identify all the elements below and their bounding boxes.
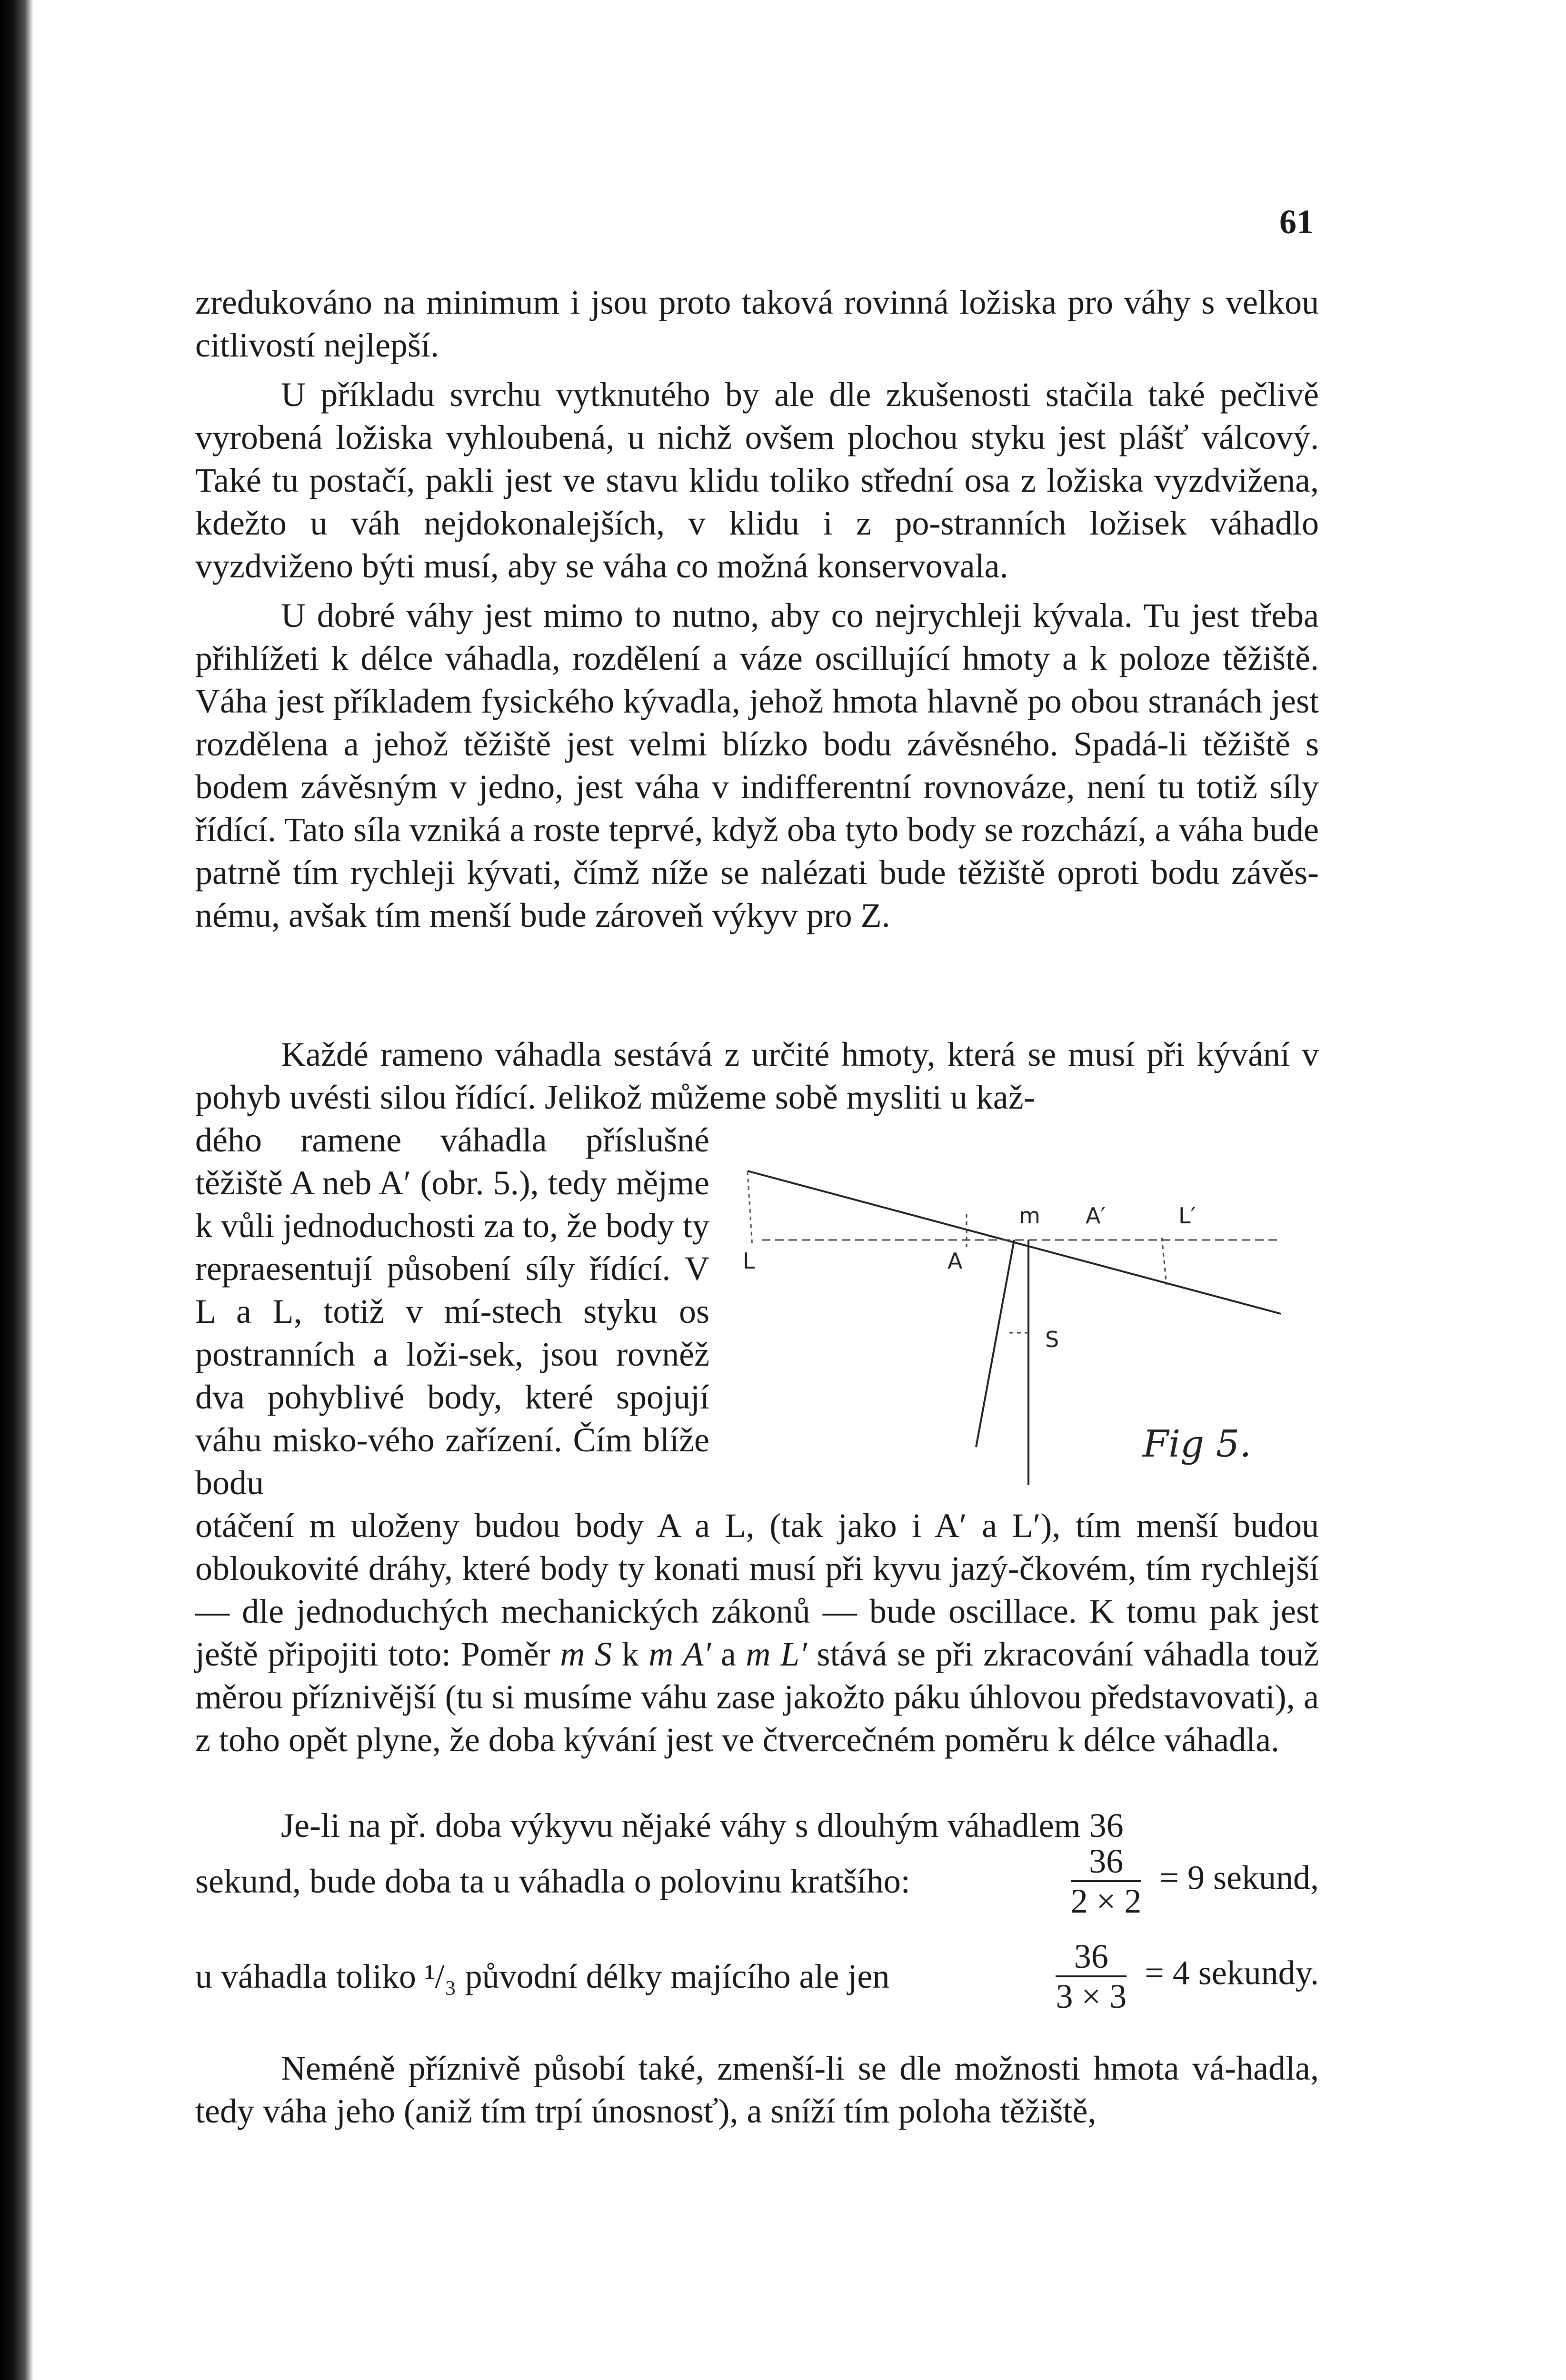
ratio-mS: m S: [560, 1635, 612, 1673]
page-number: 61: [1279, 203, 1314, 241]
ratio-mL-prime: m L′: [746, 1635, 807, 1673]
paragraph-4-start: Každé rameno váhadla sestává z určité hmoty, která se musí při kývání v pohyb uvésti silou řídící. Jelikož můžeme sobě mysliti u kaž-: [195, 1035, 1319, 1116]
paragraph-1: zredukováno na minimum i jsou proto taková rovinná ložiska pro váhy s velkou citlivostí nejlepší.: [195, 283, 1319, 364]
label-L-prime: L′: [1178, 1203, 1196, 1229]
paragraph-6: Neméně příznivě působí také, zmenší-li se dle možnosti hmota vá-hadla, tedy váha jeho (aniž tím trpí únosnosť), a sníží tím poloha těžiště,: [195, 2049, 1319, 2130]
formula-row-2: u váhadla toliko ¹/₃ původní délky majícího ale jen $\frac{36}{3 \times 3}$ = 4 sekundy.: [195, 1937, 1319, 2015]
label-S: S: [1045, 1327, 1059, 1352]
formula-row-1: sekund, bude doba ta u váhadla o polovinu kratšího: $\frac{36}{2 \times 2}$ = 9 sekund,: [195, 1842, 1319, 1920]
figure-caption: Fig 5.: [1143, 1423, 1252, 1466]
pointer-line-left: [976, 1240, 1014, 1447]
left-end-mark: [748, 1171, 752, 1247]
paragraph-3: U dobré váhy jest mimo to nutno, aby co nejrychleji kývala. Tu jest třeba přihlížeti k délce váhadla, rozdělení a váze oscillující hmoty a k poloze těžiště. Váha jest příkladem fysického kývadla, jehož hmota hlavně po obou stranách jest rozdělena a jehož těžiště jest velmi blízko bodu závěsného. Spadá-li těžiště s bodem závěsným v jedno, jest váha v indifferentní rovnováze, není tu totiž síly řídící. Tato síla vzniká a roste teprvé, když oba tyto body se rozchází, a váha bude patrně tím rychleji kývati, čímž níže se nalézati bude těžiště oproti bodu závěs-nému, avšak tím menší bude zároveň výkyv pro Z.: [195, 596, 1319, 934]
fraction-36-over-3x3: $\frac{36}{3 \times 3}$: [1056, 1937, 1127, 2015]
label-A: A: [948, 1248, 963, 1274]
balance-beam-diagram: [743, 1152, 1305, 1514]
paragraph-5-start: Je-li na př. doba výkyvu nějaké váhy s dlouhým váhadlem 36: [281, 1806, 1124, 1844]
fraction-36-over-2x2: $\frac{36}{2 \times 2}$: [1070, 1842, 1142, 1920]
label-m: m: [1019, 1203, 1040, 1229]
text-block-top: [195, 281, 1319, 937]
label-L: L: [743, 1248, 755, 1274]
paragraph-4-narrow: dého ramene váhadla příslušné těžiště A neb A′ (obr. 5.), tedy mějme k vůli jednoduchosti za to, že body ty repraesentují působení síly řídící. V L a L, totiž v mí-stech styku os postranních a loži-sek, jsou rovněž dva pohyblivé body, které spojují váhu misko-vého zařízení. Čím blíže bodu: [195, 1121, 710, 1502]
paragraph-4-end: otáčení m uloženy budou body A a L, (tak jako i A′ a L′), tím menší budou obloukovité dráhy, které body ty konati musí při kyvu jazý-čkovém, tím rychlejší — dle jednoduchých mechanických zákonů — bude oscillace. K tomu pak jest ještě připojiti toto: Poměr m S k m A′ a m L′ stává se při zkracování váhadla touž měrou příznivější (tu si musíme váhu zase jakožto páku úhlovou představovati), a z toho opět plyne, že doba kývání jest ve čtvercečném poměru k délce váhadla.: [195, 1507, 1319, 1759]
paragraph-2: U příkladu svrchu vytknutého by ale dle zkušenosti stačila také pečlivě vyrobená ložiska vyhloubená, u nichž ovšem plochou styku jest plášť válcový. Také tu postačí, pakli jest ve stavu klidu toliko střední osa z ložiska vyzdvižena, kdežto u váh nejdokonalejších, v klidu i z po-stranních ložisek váhadlo vyzdviženo býti musí, aby se váha co možná konservovala.: [195, 376, 1319, 585]
label-A-prime: A′: [1086, 1203, 1106, 1229]
book-spine-shadow: [0, 0, 33, 2380]
right-end-mark: [1162, 1238, 1167, 1285]
figure-5: [743, 1152, 1305, 1514]
ratio-mA-prime: m A′: [648, 1635, 711, 1673]
